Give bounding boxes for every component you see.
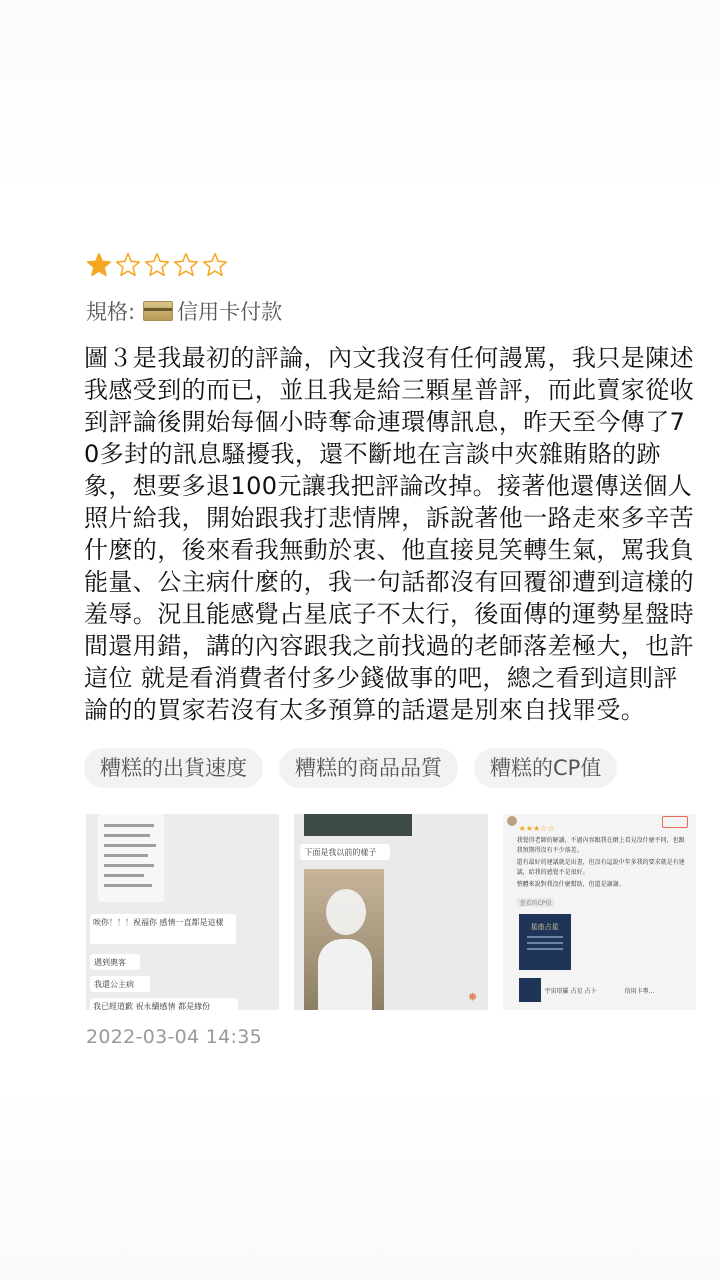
personal-photo — [304, 869, 384, 1010]
star-empty-icon — [173, 252, 199, 278]
product-name: 宇宙塔羅 占星 占卜 — [544, 988, 597, 995]
book-image: 星座占星 — [519, 914, 571, 970]
review-line: 整體來說對我沒什麼幫助，但還是謝謝。 — [516, 881, 625, 888]
tiny-stars: ★★★☆☆ — [518, 824, 555, 833]
chat-text: 下面是我以前的樣子 — [304, 848, 377, 857]
chat-text: 我還公主病 — [94, 980, 134, 989]
star-empty-icon — [144, 252, 170, 278]
tag-list — [84, 748, 696, 788]
chat-text: 我已經道歉 祝永續感情 都是緣份 — [93, 1002, 211, 1010]
review-tag: 查看的CP值 — [517, 898, 555, 907]
chat-bubble — [90, 954, 140, 970]
credit-card-icon — [143, 301, 173, 321]
review-card — [86, 250, 696, 1048]
chat-bubble — [90, 998, 238, 1010]
product-thumb — [519, 978, 541, 1002]
image-message — [98, 814, 164, 902]
review-line: 我覺得老師的解讀，不過內容跟我在網上看見沒什麼不同，也跟我預期得沒有不少落差。 — [516, 837, 685, 854]
product-spec: 信用卡專... — [624, 988, 655, 995]
review-timestamp: 2022-03-04 14:35 — [86, 1026, 263, 1048]
bottom-blank-area — [0, 1095, 720, 1280]
image-message — [304, 814, 412, 836]
tag-shipping-speed[interactable]: 糟糕的出貨速度 — [84, 748, 263, 788]
thumbnail-review-3[interactable] — [503, 814, 696, 1010]
spec-row — [86, 294, 696, 328]
chat-bubble — [90, 914, 236, 944]
tag-cp-value[interactable]: 糟糕的CP值 — [474, 748, 617, 788]
star-sticker-icon: ✸ — [467, 990, 478, 1004]
review-text: 圖３是我最初的評論，內文我沒有任何謾罵，我只是陳述我感受到的而已，並且我是給三顆星普評，而此賣家從收到評論後開始每個小時奪命連環傳訊息，昨天至今傳了70多封的訊息騷擾我，還不斷地在言談中夾雜賄賂的跡象，想要多退100元讓我把評論改掉。接著他還傳送個人照片給我，開始跟我打悲情牌，訴說著他一路走來多辛苦什麼的，後來看我無動於衷、他直接見笑轉生氣，罵我負能量、公主病什麼的，我一句話都沒有回覆卻遭到這樣的羞辱。況且能感覺占星底子不太行，後面傳的運勢星盤時間還用錯，講的內容跟我之前找過的老師落差極大，也許這位 就是看消費者付多少錢做事的吧，總之看到這則評論的的買家若沒有太多預算的話還是別來自找罪受。 — [84, 344, 694, 724]
star-empty-icon — [115, 252, 141, 278]
review-line: 還有最好的建議就是出書，但沒有這說中年多我的要求就是有建議，給我的感覺不是很好。 — [516, 859, 685, 876]
chat-bubble — [300, 844, 390, 860]
avatar — [507, 816, 517, 826]
star-rating — [86, 250, 696, 280]
star-filled-icon — [86, 252, 112, 278]
thumbnail-chat-2[interactable] — [294, 814, 487, 1010]
tag-product-quality[interactable]: 糟糕的商品品質 — [279, 748, 458, 788]
photo-thumbnails — [86, 814, 696, 1010]
chat-bubble — [90, 976, 150, 992]
top-blank-area — [0, 0, 720, 200]
spec-label: 規格: — [86, 300, 136, 324]
star-empty-icon — [202, 252, 228, 278]
edit-badge — [662, 816, 688, 828]
chat-text: 遇到奧客 — [94, 958, 126, 967]
chat-text: 唉你！！！祝福你 感情一直都是這樣 — [93, 918, 224, 927]
thumbnail-chat-1[interactable] — [86, 814, 279, 1010]
spec-value: 信用卡付款 — [177, 300, 283, 324]
